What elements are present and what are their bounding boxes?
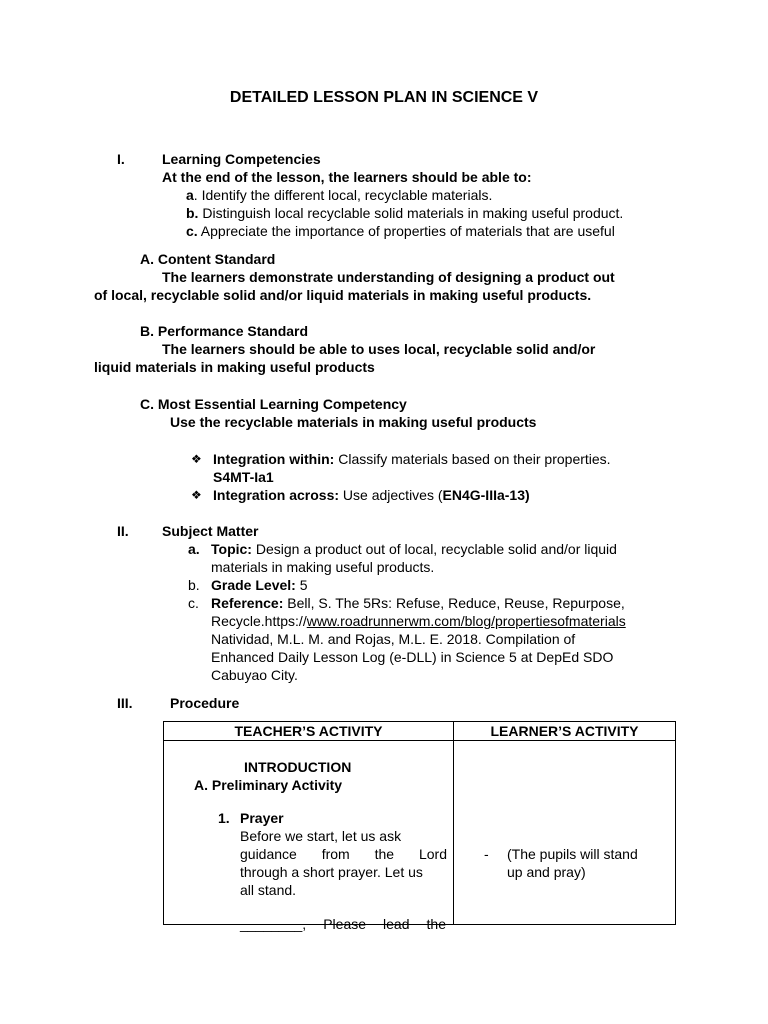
topic-letter: a.	[188, 541, 200, 557]
reference-line1	[211, 594, 625, 612]
integration-within	[213, 450, 611, 468]
content-standard-line1: The learners demonstrate understanding of designing a product out	[162, 269, 615, 285]
reference-line5: Cabuyao City.	[211, 667, 298, 683]
learner-activity-cell	[454, 741, 676, 925]
teacher-activity-header: TEACHER’S ACTIVITY	[164, 722, 454, 741]
integration-across	[213, 486, 530, 504]
learner-line2: up and pray)	[507, 864, 586, 880]
grade-value: 5	[295, 577, 308, 593]
prayer-word: Lord	[418, 846, 447, 862]
integration-within-code: S4MT-Ia1	[213, 469, 274, 485]
integration-text: Use adjectives (	[339, 487, 443, 503]
prayer-word: from	[321, 846, 350, 862]
objective-a	[186, 186, 492, 204]
name-blank: ________,	[240, 916, 307, 932]
reference-line4: Enhanced Daily Lesson Log (e-DLL) in Science 5 at DepEd SDO	[211, 649, 614, 665]
section-3-heading: Procedure	[170, 695, 240, 711]
prayer-number: 1.	[218, 810, 230, 826]
objective-letter: b.	[186, 205, 199, 221]
melc-heading: C. Most Essential Learning Competency	[140, 396, 407, 412]
prayer-line4: all stand.	[240, 882, 297, 898]
introduction-heading: INTRODUCTION	[244, 759, 352, 775]
objectives-intro: At the end of the lesson, the learners should be able to:	[162, 169, 532, 185]
prayer-line1: Before we start, let us ask	[240, 828, 402, 844]
prayer-line3: through a short prayer. Let us	[240, 864, 423, 880]
reference-link[interactable]: www.roadrunnerwm.com/blog/propertiesofmaterials	[306, 613, 626, 629]
topic-line1	[211, 540, 617, 558]
content-standard-heading: A. Content Standard	[140, 251, 276, 267]
topic-label: Topic:	[211, 541, 252, 557]
diamond-bullet-icon: ❖	[191, 488, 202, 502]
lead-word: the	[426, 916, 446, 932]
objective-c	[186, 222, 615, 240]
reference-line2	[211, 612, 626, 630]
grade-label: Grade Level:	[211, 577, 296, 593]
content-standard-line2: of local, recyclable solid and/or liquid materials in making useful products.	[94, 287, 592, 303]
grade-level	[211, 576, 308, 594]
procedure-table	[163, 721, 676, 932]
lead-word: lead	[383, 916, 410, 932]
topic-line2: materials in making useful products.	[211, 559, 435, 575]
learner-line1: (The pupils will stand	[507, 846, 638, 862]
prayer-line2	[240, 845, 447, 863]
integration-label: Integration across:	[213, 487, 340, 503]
reference-label: Reference:	[211, 595, 284, 611]
melc-text: Use the recyclable materials in making useful products	[170, 414, 537, 430]
objective-letter: a	[186, 187, 194, 203]
lead-word: Please	[323, 916, 367, 932]
preliminary-activity-heading: A. Preliminary Activity	[194, 777, 343, 793]
integration-text: Classify materials based on their properties.	[334, 451, 611, 467]
section-2-heading: Subject Matter	[162, 523, 259, 539]
integration-label: Integration within:	[213, 451, 335, 467]
reference-text: Bell, S. The 5Rs: Refuse, Reduce, Reuse, Repurpose,	[283, 595, 625, 611]
objective-sep: .	[193, 187, 198, 203]
learner-dash: -	[484, 846, 489, 862]
integration-code: EN4G-IIIa-13)	[442, 487, 530, 503]
reference-letter: c.	[188, 595, 199, 611]
prayer-word: guidance	[240, 846, 297, 862]
page-title: DETAILED LESSON PLAN IN SCIENCE V	[229, 89, 539, 106]
objective-text: Identify the different local, recyclable materials.	[197, 187, 493, 203]
objective-text: Appreciate the importance of properties of materials that are useful	[197, 223, 615, 239]
reference-prefix: Recycle.https://	[211, 613, 307, 629]
section-1-heading: Learning Competencies	[162, 151, 321, 167]
learner-activity-header: LEARNER’S ACTIVITY	[454, 722, 676, 741]
objective-letter: c.	[186, 223, 198, 239]
objective-b	[186, 204, 623, 222]
section-1-number: I.	[117, 151, 125, 167]
topic-text: Design a product out of local, recyclable solid and/or liquid	[251, 541, 617, 557]
section-3-number: III.	[117, 695, 133, 711]
section-2-number: II.	[117, 523, 129, 539]
diamond-bullet-icon: ❖	[191, 452, 202, 466]
teacher-activity-cell	[164, 741, 454, 932]
prayer-heading: Prayer	[240, 810, 284, 826]
prayer-word: the	[374, 846, 395, 862]
objective-text: Distinguish local recyclable solid materials in making useful product.	[198, 205, 624, 221]
performance-standard-heading: B. Performance Standard	[140, 323, 309, 339]
grade-letter: b.	[188, 577, 200, 593]
lead-prayer-line	[240, 915, 446, 933]
reference-line3: Natividad, M.L. M. and Rojas, M.L. E. 2018. Compilation of	[211, 631, 576, 647]
performance-standard-line2: liquid materials in making useful products	[94, 359, 375, 375]
performance-standard-line1: The learners should be able to uses local, recyclable solid and/or	[162, 341, 596, 357]
